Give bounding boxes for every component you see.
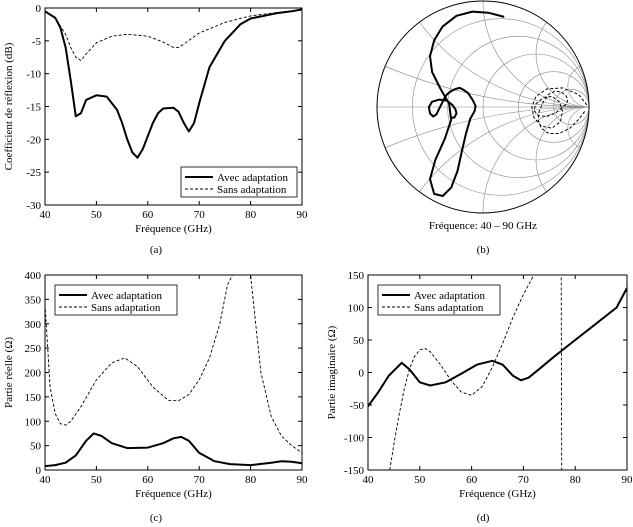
y-tick-label: -10 [26,68,41,81]
y-tick-label: -50 [349,400,364,412]
series-line-avec-adaptation [45,9,302,157]
x-tick-label: 40 [39,474,51,486]
y-tick-label: 50 [30,440,41,453]
legend [181,167,297,197]
panel-caption: (c) [149,512,163,524]
y-tick-label: -25 [26,167,41,180]
x-tick-label: 50 [90,474,102,486]
x-tick-label: 70 [193,209,205,221]
legend-label: Sans adaptation [91,302,161,314]
x-tick-label: 80 [245,474,257,486]
legend-label: Avec adaptation [217,172,288,184]
reactance-arc [536,1,633,107]
x-tick-label: 90 [296,209,308,221]
reactance-arc [377,0,633,107]
y-tick-label: 150 [24,391,41,404]
x-axis-label: Fréquence (GHz) [135,488,212,500]
x-tick-label: 80 [569,474,581,486]
y-tick-label: -15 [26,101,41,114]
legend-label: Avec adaptation [414,290,485,302]
x-tick-label: 90 [296,474,308,486]
panel-a [3,3,308,256]
y-tick-label: 100 [347,302,364,315]
y-tick-label: 100 [24,416,41,429]
x-tick-label: 50 [414,474,426,486]
y-tick-label: 400 [24,270,41,282]
y-axis-label: Partie réelle (Ω) [3,336,15,409]
series-line-sans-adaptation [45,10,302,61]
x-axis-label: Fréquence (GHz) [459,488,536,500]
y-tick-label: 0 [35,3,41,15]
x-tick-label: 60 [142,209,154,221]
y-tick-label: 0 [35,465,41,477]
x-tick-label: 70 [517,474,529,486]
series-line-avec-adaptation [45,433,302,466]
reactance-arc [483,0,633,107]
x-axis-label: Fréquence (GHz) [135,223,212,235]
smith-caption: Fréquence: 40 – 90 GHz [428,220,538,232]
y-tick-label: 300 [24,318,41,331]
reactance-arc [377,107,633,527]
x-tick-label: 80 [245,209,257,221]
y-tick-label: 250 [24,343,41,356]
y-tick-label: -100 [343,432,364,445]
x-tick-label: 40 [362,474,374,486]
panel-c [3,270,308,524]
legend-label: Sans adaptation [414,302,484,314]
y-tick-label: -20 [26,134,41,147]
legend [378,285,500,315]
y-axis-label: Partie imaginaire (Ω) [326,325,338,420]
x-tick-label: 50 [90,209,102,221]
y-tick-label: -30 [26,200,41,212]
reactance-arc [59,0,633,107]
y-tick-label: 200 [24,367,41,380]
y-tick-label: 350 [24,294,41,307]
x-tick-label: 40 [39,209,51,221]
y-tick-label: -150 [343,465,364,477]
reactance-arc [483,107,633,319]
panel-d [326,270,633,524]
reactance-arc [59,107,633,527]
panel-caption: (d) [476,512,490,524]
legend [55,285,177,315]
legend-label: Sans adaptation [217,184,287,196]
y-axis-label: Coefficient de réflexion (dB) [3,42,15,171]
panel-caption: (b) [476,244,490,256]
x-tick-label: 70 [193,474,205,486]
x-tick-label: 90 [621,474,633,486]
panel-caption: (a) [149,244,163,256]
y-tick-label: 150 [347,270,364,282]
x-tick-label: 60 [466,474,478,486]
legend-label: Avec adaptation [91,290,162,302]
reactance-arc [536,107,633,213]
x-tick-label: 60 [142,474,154,486]
y-tick-label: 50 [353,335,364,347]
y-tick-label: 0 [358,367,364,380]
y-tick-label: -5 [31,35,41,48]
